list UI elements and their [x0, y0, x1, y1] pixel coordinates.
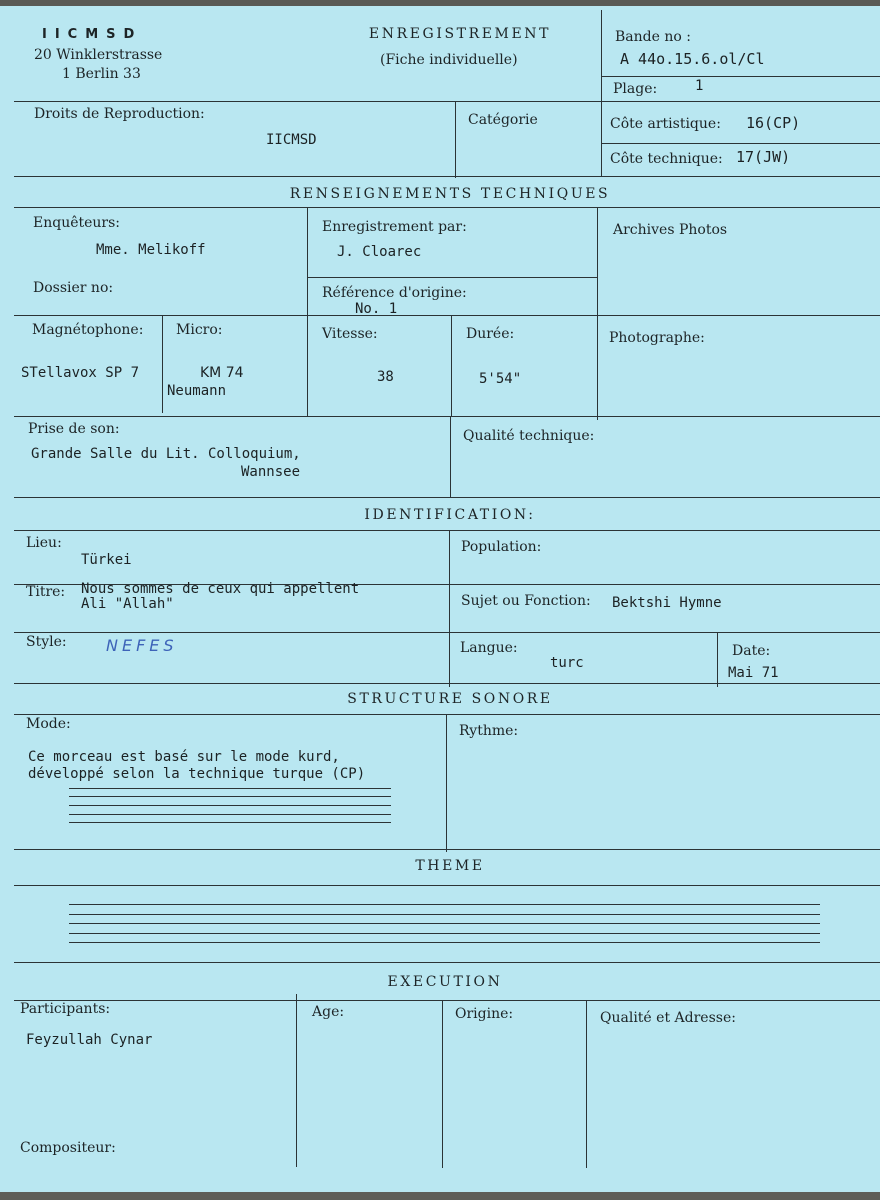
section-title-theme: THEME [415, 858, 485, 874]
magnetophone-label: Magnétophone: [32, 322, 144, 338]
divider [601, 143, 880, 144]
style-value: NEFES [106, 636, 178, 655]
section-title-identification: IDENTIFICATION: [364, 507, 536, 523]
divider [14, 962, 880, 963]
participants-label: Participants: [20, 1001, 111, 1017]
style-label: Style: [26, 634, 67, 650]
dossier-label: Dossier no: [33, 280, 114, 296]
prise-de-son-label: Prise de son: [28, 421, 120, 437]
magnetophone-value: STellavox SP 7 [21, 365, 140, 381]
sujet-value: Bektshi Hymne [612, 595, 722, 611]
langue-value: turc [550, 655, 584, 671]
reference-label: Référence d'origine: [322, 285, 467, 301]
duree-label: Durée: [466, 326, 515, 342]
top-edge [0, 0, 880, 6]
writing-line [69, 914, 820, 915]
cote-technique-value: 17(JW) [736, 148, 791, 166]
divider [14, 683, 880, 684]
photographe-label: Photographe: [609, 330, 705, 346]
titre-label: Titre: [26, 584, 66, 600]
divider [307, 277, 598, 278]
archives-photos-label: Archives Photos [613, 222, 728, 238]
divider [14, 885, 880, 886]
divider [14, 849, 880, 850]
sujet-label: Sujet ou Fonction: [461, 593, 591, 609]
mode-value: Ce morceau est basé sur le mode kurd, [28, 749, 340, 765]
micro-label: Micro: [176, 322, 223, 338]
bottom-edge [0, 1192, 880, 1200]
lieu-value: Türkei [81, 552, 132, 568]
rythme-label: Rythme: [459, 723, 519, 739]
divider [14, 416, 880, 417]
address-line: 1 Berlin 33 [62, 66, 141, 82]
prise-de-son-value-place: Wannsee [241, 464, 301, 480]
section-title-execution: EXECUTION [387, 974, 503, 990]
divider [597, 207, 598, 420]
divider [586, 1000, 587, 1168]
compositeur-label: Compositeur: [20, 1140, 116, 1156]
bande-label: Bande no : [615, 29, 691, 45]
writing-line [69, 942, 820, 943]
age-label: Age: [312, 1004, 345, 1020]
divider [14, 315, 880, 316]
date-label: Date: [732, 643, 771, 659]
langue-label: Langue: [460, 640, 518, 656]
droits-value: IICMSD [266, 132, 317, 148]
divider [450, 416, 451, 498]
writing-line [69, 933, 820, 934]
mode-label: Mode: [26, 716, 71, 732]
divider [601, 76, 880, 77]
divider [455, 101, 456, 178]
divider [14, 101, 880, 102]
divider [601, 10, 602, 176]
writing-line [69, 788, 391, 789]
bande-value: A 44o.15.6.ol/Cl [620, 50, 765, 68]
divider [442, 1000, 443, 1168]
section-title-technical: RENSEIGNEMENTS TECHNIQUES [289, 186, 611, 202]
address-line: 20 Winklerstrasse [34, 47, 163, 63]
divider [162, 315, 163, 413]
cote-artistique-label: Côte artistique: [610, 116, 721, 132]
plage-label: Plage: [613, 81, 658, 97]
writing-line [69, 904, 820, 905]
plage-value: 1 [695, 78, 704, 94]
divider [14, 632, 880, 633]
enqueteurs-label: Enquêteurs: [33, 215, 121, 231]
date-value: Mai 71 [728, 665, 779, 681]
titre-value: Nous sommes de ceux qui appellent [81, 581, 360, 597]
duree-value: 5'54" [479, 371, 522, 387]
form-subtitle: (Fiche individuelle) [380, 52, 518, 68]
cote-technique-label: Côte technique: [610, 151, 723, 167]
population-label: Population: [461, 539, 542, 555]
divider [451, 315, 452, 417]
enregistrement-par-value: J. Cloarec [337, 244, 422, 260]
divider [296, 994, 297, 1167]
writing-line [69, 814, 391, 815]
writing-line [69, 805, 391, 806]
writing-line [69, 822, 391, 823]
lieu-label: Lieu: [26, 535, 62, 551]
categorie-label: Catégorie [468, 112, 538, 128]
divider [14, 530, 880, 531]
enqueteurs-value: Mme. Melikoff [96, 242, 206, 258]
divider [14, 176, 880, 177]
reference-value: No. 1 [355, 301, 398, 317]
enregistrement-par-label: Enregistrement par: [322, 219, 467, 235]
writing-line [69, 923, 820, 924]
origine-label: Origine: [455, 1006, 514, 1022]
prise-de-son-value: Grande Salle du Lit. Colloquium, [31, 446, 301, 462]
cote-artistique-value: 16(CP) [746, 114, 801, 132]
qualite-adresse-label: Qualité et Adresse: [600, 1010, 736, 1026]
micro-value-brand: Neumann [167, 383, 227, 399]
divider [307, 207, 308, 417]
qualite-technique-label: Qualité technique: [463, 428, 595, 444]
divider [14, 1000, 880, 1001]
writing-line [69, 796, 391, 797]
micro-value: KM 74 [200, 365, 244, 381]
droits-label: Droits de Reproduction: [34, 106, 205, 122]
divider [717, 632, 718, 687]
participants-value: Feyzullah Cynar [26, 1032, 153, 1048]
org-logo: IICMSD [42, 27, 143, 42]
vitesse-label: Vitesse: [322, 326, 378, 342]
titre-value-line2: Ali "Allah" [81, 596, 174, 612]
divider [14, 497, 880, 498]
divider [449, 530, 450, 687]
section-title-structure: STRUCTURE SONORE [347, 691, 553, 707]
divider [14, 207, 880, 208]
mode-value-line2: développé selon la technique turque (CP) [28, 766, 366, 782]
vitesse-value: 38 [377, 369, 394, 385]
divider [446, 714, 447, 852]
form-title: ENREGISTREMENT [368, 26, 552, 42]
